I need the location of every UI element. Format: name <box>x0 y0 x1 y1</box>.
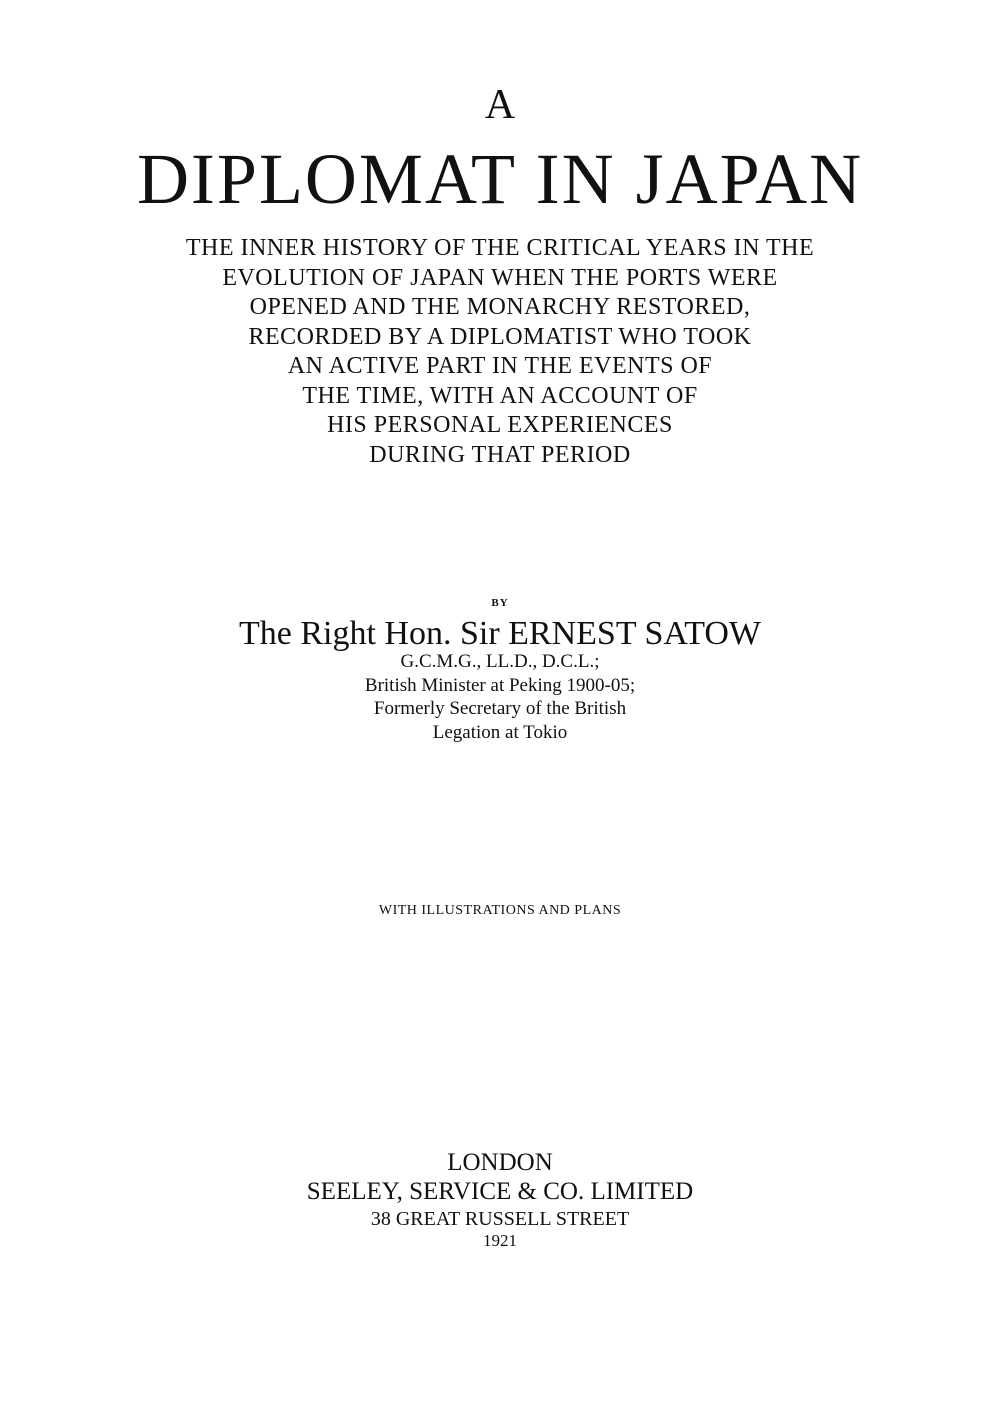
subtitle <box>0 234 1000 470</box>
credential-line: Formerly Secretary of the British <box>373 698 627 719</box>
imprint-city: LONDON <box>447 1149 553 1176</box>
title-article: A <box>484 82 516 128</box>
subtitle-line: OPENED AND THE MONARCHY RESTORED, <box>249 294 751 320</box>
book-title: DIPLOMAT IN JAPAN <box>136 139 864 219</box>
credential-line: British Minister at Peking 1900-05; <box>364 674 636 696</box>
author-name: The Right Hon. Sir ERNEST SATOW <box>239 615 761 652</box>
credential-line: G.C.M.G., LL.D., D.C.L.; <box>400 651 600 672</box>
by-label: BY <box>491 597 509 609</box>
author-credentials <box>0 650 1000 744</box>
subtitle-line: THE TIME, WITH AN ACCOUNT OF <box>302 382 698 409</box>
imprint-year: 1921 <box>483 1231 517 1250</box>
subtitle-line: RECORDED BY A DIPLOMATIST WHO TOOK <box>248 323 752 350</box>
subtitle-line: THE INNER HISTORY OF THE CRITICAL YEARS IN THE <box>185 235 815 261</box>
credential-line: Legation at Tokio <box>432 721 568 743</box>
subtitle-line: AN ACTIVE PART IN THE EVENTS OF <box>287 353 713 379</box>
illustrations-note: WITH ILLUSTRATIONS AND PLANS <box>378 903 622 918</box>
imprint-publisher: SEELEY, SERVICE & CO. LIMITED <box>306 1178 694 1205</box>
subtitle-line: DURING THAT PERIOD <box>369 441 631 468</box>
imprint-address: 38 GREAT RUSSELL STREET <box>370 1208 630 1230</box>
subtitle-line: EVOLUTION OF JAPAN WHEN THE PORTS WERE <box>222 264 778 291</box>
subtitle-line: HIS PERSONAL EXPERIENCES <box>327 412 673 438</box>
